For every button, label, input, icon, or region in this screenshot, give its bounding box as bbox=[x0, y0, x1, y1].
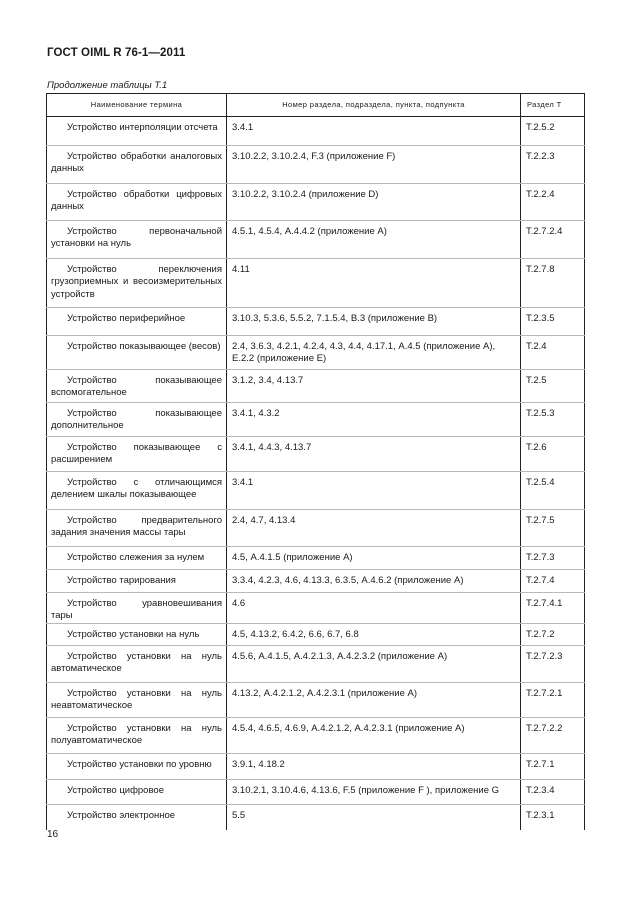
refs-cell: 3.10.2.2, 3.10.2.4, F.3 (приложение F) bbox=[227, 146, 521, 184]
section-cell: Т.2.7.1 bbox=[521, 753, 585, 779]
table-header-row bbox=[47, 94, 585, 117]
column-header-refs: Номер раздела, подраздела, пункта, подпункта bbox=[227, 94, 521, 117]
table-row bbox=[47, 336, 585, 370]
term-cell: Устройство установки на нуль bbox=[47, 623, 227, 645]
term-cell: Устройство электронное bbox=[47, 804, 227, 830]
refs-cell: 4.5, А.4.1.5 (приложение А) bbox=[227, 547, 521, 570]
term-cell: Устройство обработки аналоговых данных bbox=[47, 146, 227, 184]
term-cell: Устройство цифровое bbox=[47, 779, 227, 804]
refs-cell: 3.4.1 bbox=[227, 472, 521, 510]
term-cell: Устройство установки на нуль полуавтоматическое bbox=[47, 717, 227, 753]
term-cell: Устройство показывающее (весов) bbox=[47, 336, 227, 370]
term-cell: Устройство слежения за нулем bbox=[47, 547, 227, 570]
table-row bbox=[47, 593, 585, 624]
term-cell: Устройство с отличающимся делением шкалы показывающее bbox=[47, 472, 227, 510]
section-cell: Т.2.5.4 bbox=[521, 472, 585, 510]
refs-cell: 3.4.1 bbox=[227, 117, 521, 146]
section-cell: Т.2.3.4 bbox=[521, 779, 585, 804]
section-cell: Т.2.3.1 bbox=[521, 804, 585, 830]
term-cell: Устройство тарирования bbox=[47, 570, 227, 593]
refs-cell: 3.4.1, 4.4.3, 4.13.7 bbox=[227, 437, 521, 472]
refs-cell: 4.6 bbox=[227, 593, 521, 624]
refs-cell: 3.10.2.2, 3.10.2.4 (приложение D) bbox=[227, 184, 521, 221]
table-row bbox=[47, 510, 585, 547]
section-cell: Т.2.5 bbox=[521, 370, 585, 403]
table-row bbox=[47, 403, 585, 437]
column-header-term: Наименование термина bbox=[47, 94, 227, 117]
table-row bbox=[47, 645, 585, 682]
term-cell: Устройство установки на нуль неавтоматическое bbox=[47, 682, 227, 717]
section-cell: Т.2.7.8 bbox=[521, 259, 585, 308]
refs-cell: 5.5 bbox=[227, 804, 521, 830]
term-cell: Устройство предварительного задания значения массы тары bbox=[47, 510, 227, 547]
section-cell: Т.2.3.5 bbox=[521, 308, 585, 336]
refs-cell: 4.11 bbox=[227, 259, 521, 308]
term-cell: Устройство периферийное bbox=[47, 308, 227, 336]
section-cell: Т.2.5.3 bbox=[521, 403, 585, 437]
term-cell: Устройство показывающее дополнительное bbox=[47, 403, 227, 437]
table-row bbox=[47, 779, 585, 804]
table-row bbox=[47, 804, 585, 830]
section-cell: Т.2.7.3 bbox=[521, 547, 585, 570]
table-row bbox=[47, 472, 585, 510]
section-cell: Т.2.7.2.3 bbox=[521, 645, 585, 682]
refs-cell: 4.5.4, 4.6.5, 4.6.9, А.4.2.1.2, А.4.2.3.1 (приложение А) bbox=[227, 717, 521, 753]
section-cell: Т.2.6 bbox=[521, 437, 585, 472]
term-cell: Устройство первоначальной установки на нуль bbox=[47, 221, 227, 259]
table-body bbox=[47, 117, 585, 831]
term-cell: Устройство уравновешивания тары bbox=[47, 593, 227, 624]
table-row bbox=[47, 682, 585, 717]
section-cell: Т.2.4 bbox=[521, 336, 585, 370]
refs-cell: 4.5.6, А.4.1.5, А.4.2.1.3, А.4.2.3.2 (приложение А) bbox=[227, 645, 521, 682]
section-cell: Т.2.5.2 bbox=[521, 117, 585, 146]
refs-cell: 3.9.1, 4.18.2 bbox=[227, 753, 521, 779]
section-cell: Т.2.7.2 bbox=[521, 623, 585, 645]
section-cell: Т.2.7.4.1 bbox=[521, 593, 585, 624]
refs-cell: 3.3.4, 4.2.3, 4.6, 4.13.3, 6.3.5, А.4.6.2 (приложение А) bbox=[227, 570, 521, 593]
term-cell: Устройство установки по уровню bbox=[47, 753, 227, 779]
refs-cell: 3.1.2, 3.4, 4.13.7 bbox=[227, 370, 521, 403]
term-cell: Устройство интерполяции отсчета bbox=[47, 117, 227, 146]
table-row bbox=[47, 221, 585, 259]
section-cell: Т.2.2.4 bbox=[521, 184, 585, 221]
table-row bbox=[47, 547, 585, 570]
table-row bbox=[47, 184, 585, 221]
table-row bbox=[47, 259, 585, 308]
term-cell: Устройство переключения грузоприемных и весоизмерительных устройств bbox=[47, 259, 227, 308]
page-number: 16 bbox=[47, 829, 59, 840]
refs-cell: 4.5, 4.13.2, 6.4.2, 6.6, 6.7, 6.8 bbox=[227, 623, 521, 645]
table-row bbox=[47, 146, 585, 184]
table-row bbox=[47, 753, 585, 779]
table-caption: Продолжение таблицы Т.1 bbox=[47, 80, 168, 91]
terms-table bbox=[46, 93, 585, 830]
column-header-section: Раздел Т bbox=[521, 94, 585, 117]
refs-cell: 3.10.2.1, 3.10.4.6, 4.13.6, F.5 (приложение F ), приложение G bbox=[227, 779, 521, 804]
table-row bbox=[47, 623, 585, 645]
section-cell: Т.2.7.5 bbox=[521, 510, 585, 547]
section-cell: Т.2.7.2.1 bbox=[521, 682, 585, 717]
refs-cell: 4.5.1, 4.5.4, А.4.4.2 (приложение А) bbox=[227, 221, 521, 259]
section-cell: Т.2.7.2.4 bbox=[521, 221, 585, 259]
table-row bbox=[47, 308, 585, 336]
section-cell: Т.2.2.3 bbox=[521, 146, 585, 184]
table-row bbox=[47, 370, 585, 403]
refs-cell: 2.4, 4.7, 4.13.4 bbox=[227, 510, 521, 547]
refs-cell: 3.4.1, 4.3.2 bbox=[227, 403, 521, 437]
refs-cell: 2.4, 3.6.3, 4.2.1, 4.2.4, 4.3, 4.4, 4.17.1, А.4.5 (приложение А), Е.2.2 (приложение Е) bbox=[227, 336, 521, 370]
term-cell: Устройство показывающее вспомогательное bbox=[47, 370, 227, 403]
term-cell: Устройство обработки цифровых данных bbox=[47, 184, 227, 221]
document-header: ГОСТ OIML R 76-1—2011 bbox=[47, 47, 186, 59]
table-row bbox=[47, 570, 585, 593]
term-cell: Устройство установки на нуль автоматическое bbox=[47, 645, 227, 682]
refs-cell: 4.13.2, А.4.2.1.2, А.4.2.3.1 (приложение А) bbox=[227, 682, 521, 717]
table-row bbox=[47, 117, 585, 146]
refs-cell: 3.10.3, 5.3.6, 5.5.2, 7.1.5.4, В.3 (приложение В) bbox=[227, 308, 521, 336]
term-cell: Устройство показывающее с расширением bbox=[47, 437, 227, 472]
table-row bbox=[47, 437, 585, 472]
table-row bbox=[47, 717, 585, 753]
section-cell: Т.2.7.2.2 bbox=[521, 717, 585, 753]
section-cell: Т.2.7.4 bbox=[521, 570, 585, 593]
